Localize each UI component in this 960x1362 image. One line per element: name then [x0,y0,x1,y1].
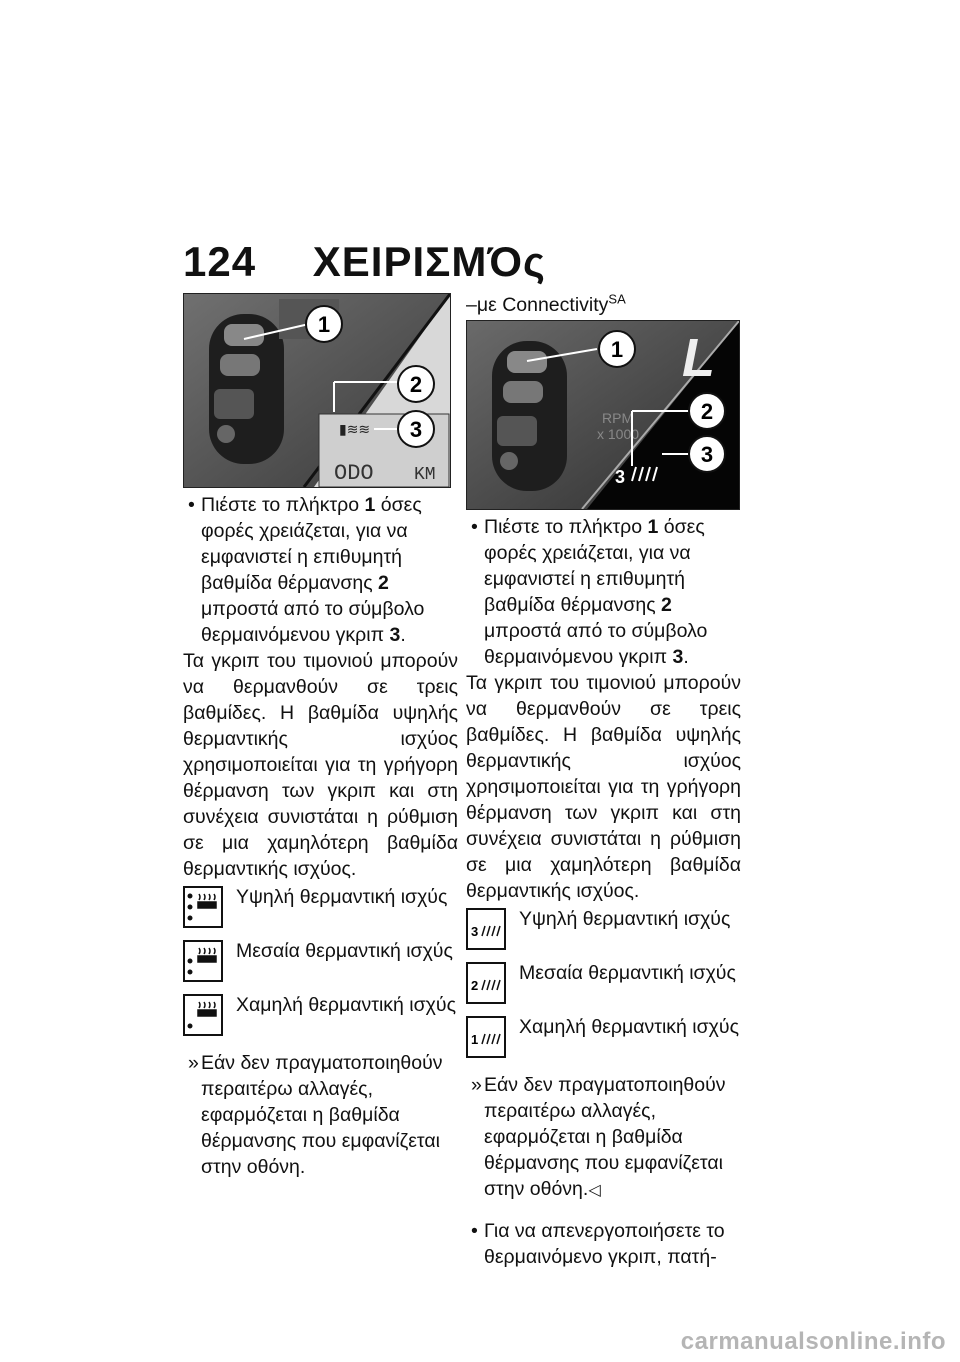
end-of-section-icon: ◁ [588,1182,601,1199]
svg-text:▮≋≋: ▮≋≋ [339,421,371,437]
left-level-medium: Μεσαία θερμαντική ισχύς [183,938,458,992]
right-variant-heading: –με Connectivity$^{SA}$ [466,291,626,316]
left-display-odo: ODO [334,461,374,486]
right-result: » Εάν δεν πραγματοποιηθούν περαιτέρω αλλαγές, εφαρμόζεται η βαθμίδα θέρμανσης που εμφανίζεται στην οθόνη.◁ [471,1074,726,1200]
right-callout-1: 1 [610,337,624,362]
left-explanation: Τα γκριπ του τιμονιού μπορούν να θερμανθούν σε τρεις βαθμίδες. Η βαθμίδα υψηλής θερμαντικής ισχύος χρησιμοποιείται για τη γρήγορη θέρμανση των γκριπ και στη συνέχεια συνιστάται η ρύθμιση σε μια χαμηλότερη βαθμίδα θερμαντικής ισχύος. [183,650,458,880]
right-rpm-label: RPM [602,410,634,426]
right-column [466,514,741,1270]
left-level-low: Χαμηλή θερμαντική ισχύς [183,992,458,1046]
left-level-high: Υψηλή θερμαντική ισχύς [183,884,458,938]
grip-heat-low-icon [183,994,223,1036]
left-column [183,492,458,1180]
right-level-3: 3 Υψηλή θερμαντική ισχύς [466,906,741,960]
right-step-disable: • Για να απενεργοποιήσετε το θερμαινόμενο γκριπ, πατή- [471,1220,725,1268]
left-callout-3: 3 [409,417,423,442]
right-callout-2: 2 [700,399,714,424]
watermark: carmanualsonline.info [680,1328,946,1355]
right-callout-3: 3 [700,442,714,467]
right-level-digit: 3 [615,467,626,487]
left-result: » Εάν δεν πραγματοποιηθούν περαιτέρω αλλαγές, εφαρμόζεται η βαθμίδα θέρμανσης που εμφανίζεται στην οθόνη. [188,1052,443,1178]
right-rpm-scale: x 1000 [597,426,640,442]
section-title: ΧΕΙΡΙΣΜΌς [312,238,546,285]
right-step-press-button: • Πιέστε το πλήκτρο 1 όσες φορές χρειάζεται, για να εμφανιστεί η επιθυμητή βαθμίδα θέρμανσης 2 μπροστά από το σύμβολο θερμαινόμενου γκριπ 3. [471,516,708,668]
svg-text:3: 3 [471,924,479,939]
right-switch-figure [466,320,740,510]
bullet: • [188,494,195,516]
svg-text:2: 2 [471,978,479,993]
right-explanation: Τα γκριπ του τιμονιού μπορούν να θερμανθούν σε τρεις βαθμίδες. Η βαθμίδα υψηλής θερμαντικής ισχύος χρησιμοποιείται για τη γρήγορη θέρμανση των γκριπ και στη συνέχεια συνιστάται η ρύθμιση σε μια χαμηλότερη βαθμίδα θερμαντικής ισχύος. [466,672,741,902]
left-callout-1: 1 [317,312,331,337]
left-step-press-button: • Πιέστε το πλήκτρο 1 όσες φορές χρειάζεται, για να εμφανιστεί η επιθυμητή βαθμίδα θέρμανσης 2 μπροστά από το σύμβολο θερμαινόμενου γκριπ 3. [188,494,425,646]
grip-heat-level-1-icon [466,1016,506,1058]
page-number: 124 [183,238,257,285]
grip-heat-high-icon [183,886,223,928]
left-callout-2: 2 [409,372,423,397]
grip-heat-level-2-icon [466,962,506,1004]
grip-heat-medium-icon [183,940,223,982]
page-header [183,238,546,286]
svg-text:1: 1 [471,1032,479,1047]
svg-text:L: L [682,328,715,388]
left-display-km: KM [414,465,436,485]
grip-heat-level-3-icon [466,908,506,950]
right-level-1: 1 Χαμηλή θερμαντική ισχύς [466,1014,741,1068]
left-switch-figure [183,293,451,488]
right-level-2: 2 Μεσαία θερμαντική ισχύς [466,960,741,1014]
